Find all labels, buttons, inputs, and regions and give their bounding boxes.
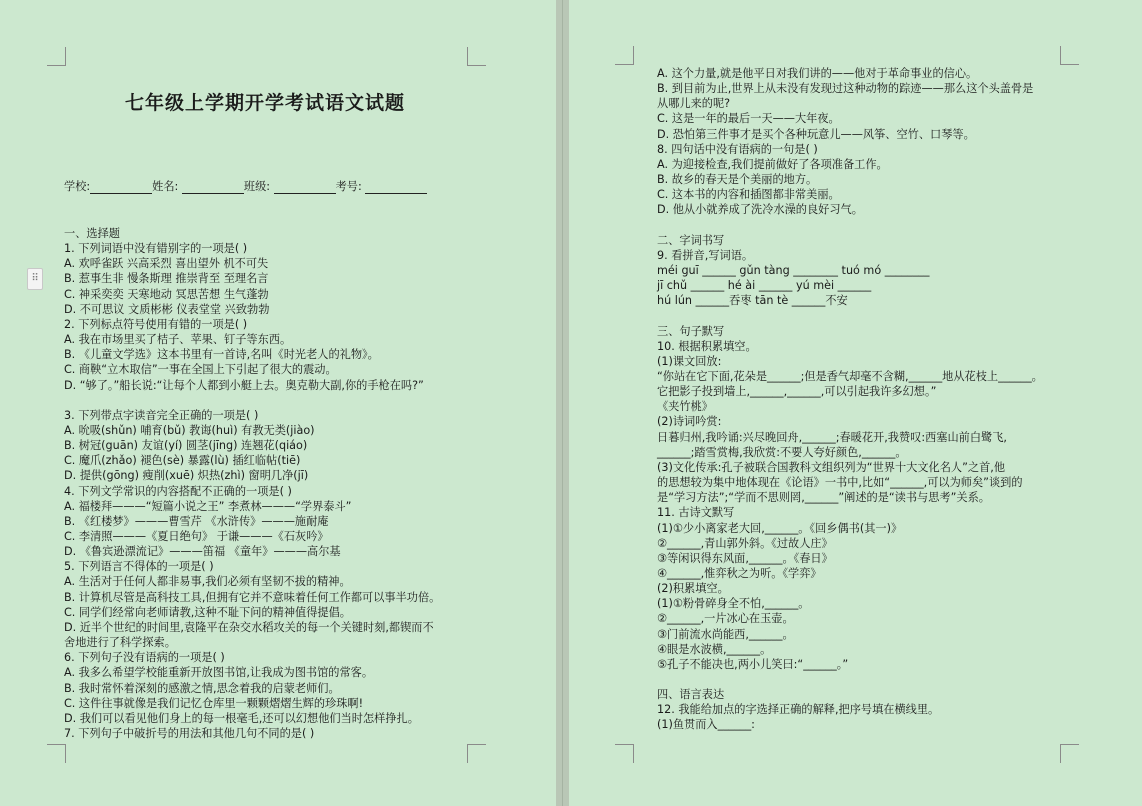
text-line: 11. 古诗文默写 (657, 506, 735, 520)
text-line: A. 吮吸(shǔn) 哺育(bǔ) 教诲(huì) 有教无类(jiào) (64, 423, 315, 437)
text-line: D. “够了。”船长说:“让每个人都到小艇上去。奥克勒大副,你的手枪在吗?” (64, 378, 424, 392)
text-line: B. 计算机尽管是高科技工具,但拥有它并不意味着任何工作都可以事半功倍。 (64, 590, 441, 604)
text-line: C. 李清照———《夏日绝句》 于谦———《石灰吟》 (64, 530, 329, 543)
page-corner-mark (47, 47, 66, 66)
text-line: D. 《鲁宾逊漂流记》———笛福 《童年》———高尔基 (64, 545, 341, 559)
name-field[interactable] (182, 181, 244, 194)
text-line: D. 恐怕第三件事才是买个各种玩意儿——风筝、空竹、口琴等。 (657, 127, 975, 141)
text-line: 7. 下列句子中破折号的用法和其他几句不同的是( ) (64, 726, 315, 740)
text-line: D. 近半个世纪的时间里,袁隆平在杂交水稻攻关的每一个关键时刻,都锲而不 (64, 620, 434, 634)
text-line: (1)①粉骨碎身全不怕,______。 (657, 597, 810, 611)
text-line: A. 这个力量,就是他平日对我们讲的——他对于革命事业的信心。 (657, 67, 978, 80)
text-line: ②______,青山郭外斜。《过故人庄》 (657, 536, 833, 550)
text-line: ④______,惟弈秋之为听。《学弈》 (657, 566, 822, 580)
text-line: B. 《红楼梦》———曹雪芹 《水浒传》———施耐庵 (64, 514, 329, 528)
text-line: 《夹竹桃》 (657, 400, 713, 414)
text-line: 是“学习方法”;“学而不思则罔,______”阐述的是“读书与思考”关系。 (657, 491, 990, 505)
class-label: 班级: (243, 180, 271, 193)
text-line: A. 为迎接检查,我们提前做好了各项准备工作。 (657, 157, 888, 171)
text-line: A. 欢呼雀跃 兴高采烈 喜出望外 机不可失 (64, 257, 269, 271)
text-line: 四、语言表达 (657, 688, 725, 702)
page-corner-mark (467, 47, 486, 66)
text-line: B. 到目前为止,世界上从未没有发现过这种动物的踪迹——那么这个头盖骨是 (657, 82, 1034, 96)
text-line: B. 惹事生非 慢条斯理 推崇背至 至理名言 (64, 272, 269, 286)
text-line: 5. 下列语言不得体的一项是( ) (64, 560, 214, 574)
text-line: B. 树冠(guān) 友谊(yí) 圆茎(jīng) 连翘花(qiáo) (64, 439, 308, 453)
text-line: ⑤孔子不能决也,两小儿笑曰:“______。” (657, 657, 849, 671)
text-line: C. 这本书的内容和插图都非常美丽。 (657, 188, 840, 202)
text-line: jī chǔ ______ hé ài ______ yú mèi ______ (657, 279, 872, 293)
text-line: 9. 看拼音,写词语。 (657, 248, 754, 262)
document-page-right (569, 0, 1142, 806)
text-line: D. 他从小就养成了洗冷水澡的良好习气。 (657, 203, 863, 217)
text-line: D. 提供(gōng) 瘦削(xuē) 炽热(zhì) 窗明几净(jī) (64, 469, 309, 483)
text-line: 一、选择题 (64, 227, 120, 240)
class-field[interactable] (274, 181, 336, 194)
text-line: A. 生活对于任何人都非易事,我们必须有坚韧不拔的精神。 (64, 575, 351, 589)
text-line: 三、句子默写 (657, 324, 725, 338)
page-corner-mark (1060, 744, 1079, 763)
text-line: B. 故乡的春天是个美丽的地方。 (657, 173, 818, 187)
text-line: 12. 我能给加点的字选择正确的解释,把序号填在横线里。 (657, 703, 940, 717)
text-line: 它把影子投到墙上,______,______,可以引起我许多幻想。” (657, 385, 937, 399)
number-field[interactable] (365, 181, 427, 194)
text-line: (2)诗词吟赏: (657, 415, 722, 429)
text-line: B. 《儿童文学选》这本书里有一首诗,名叫《时光老人的礼物》。 (64, 348, 379, 362)
text-line: C. 商鞅“立木取信”一事在全国上下引起了很大的震动。 (64, 363, 337, 377)
text-line: 3. 下列带点字读音完全正确的一项是( ) (64, 408, 259, 422)
text-line: 10. 根据积累填空。 (657, 339, 757, 353)
text-line: ③门前流水尚能西,______。 (657, 627, 794, 641)
name-label: 姓名: (152, 180, 179, 193)
text-line: ③等闲识得东风面,______。《春日》 (657, 551, 833, 565)
text-line: 4. 下列文学常识的内容搭配不正确的一项是( ) (64, 484, 292, 498)
text-line: “你站在它下面,花朵是______;但是香气却毫不含糊,______地从花枝上______。 (657, 370, 1043, 383)
text-line: 舍地进行了科学探索。 (64, 636, 176, 650)
text-line: 6. 下列句子没有语病的一项是( ) (64, 651, 225, 665)
text-line: (1)①少小离家老大回,______。《回乡偶书(其一)》 (657, 521, 903, 535)
text-line: C. 同学们经常向老师请教,这种不耻下问的精神值得提倡。 (64, 605, 351, 619)
page-corner-mark (615, 46, 634, 65)
text-line: (2)积累填空。 (657, 582, 729, 596)
text-line: méi guī ______ gǔn tàng ________ tuó mó ________ (657, 263, 930, 277)
text-line: 2. 下列标点符号使用有错的一项是( ) (64, 317, 248, 331)
drag-handle-icon[interactable]: ⠿ (27, 268, 43, 290)
text-line: 8. 四句话中没有语病的一句是( ) (657, 142, 818, 156)
page-corner-mark (467, 744, 486, 763)
school-label: 学校: (64, 180, 91, 193)
text-line: C. 魔爪(zhǎo) 褪色(sè) 暴露(lù) 插红临帖(tiē) (64, 454, 301, 468)
text-line: 1. 下列词语中没有错别字的一项是( ) (64, 242, 248, 256)
school-field[interactable] (90, 181, 152, 194)
page-corner-mark (1060, 46, 1079, 65)
text-line: A. 福楼拜———“短篇小说之王” 李煮林———“学界泰斗” (64, 499, 352, 513)
text-line: (3)文化传承:孔子被联合国教科文组织列为“世界十大文化名人”之首,他 (657, 460, 1006, 474)
document-page-left (0, 0, 556, 806)
text-line: 从哪儿来的呢? (657, 97, 731, 111)
text-line: ②______,一片冰心在玉壶。 (657, 612, 794, 626)
text-line: 二、字词书写 (657, 233, 725, 247)
text-line: (1)课文回放: (657, 354, 722, 368)
text-line: C. 神采奕奕 天寒地动 冥思苦想 生气蓬勃 (64, 287, 269, 301)
page-title: 七年级上学期开学考试语文试题 (124, 92, 405, 114)
text-line: A. 我在市场里买了桔子、苹果、钉子等东西。 (64, 333, 292, 347)
text-line: D. 我们可以看见他们身上的每一根毫毛,还可以幻想他们当时怎样挣扎。 (64, 711, 419, 725)
page-corner-mark (47, 744, 66, 763)
text-line: B. 我时常怀着深刻的感激之情,思念着我的启蒙老师们。 (64, 681, 340, 695)
text-line: D. 不可思议 文质彬彬 仪表堂堂 兴致勃勃 (64, 302, 270, 316)
text-line: (1)鱼贯而入______: (657, 718, 755, 732)
page-gap (556, 0, 569, 806)
text-line: 的思想较为集中地体现在《论语》一书中,比如“______,可以为师矣”谈到的 (657, 476, 1023, 490)
text-line: ④眼是水波横,______。 (657, 642, 772, 656)
text-line: ______;踏雪赏梅,我欣赏:不要人夸好颜色,______。 (657, 445, 907, 459)
text-line: C. 这是一年的最后一天——大年夜。 (657, 112, 840, 126)
text-line: hú lún ______吞枣 tān tè ______不安 (657, 294, 848, 308)
text-line: A. 我多么希望学校能重新开放图书馆,让我成为图书馆的常客。 (64, 666, 374, 680)
number-label: 考号: (335, 180, 362, 193)
text-line: C. 这件往事就像是我们记忆仓库里一颗颗熠熠生辉的珍珠啊! (64, 696, 364, 710)
student-info-row (64, 179, 427, 194)
page-corner-mark (615, 744, 634, 763)
text-line: 日暮归州,我吟诵:兴尽晚回舟,______;春暖花开,我赞叹:西塞山前白鹭飞, (657, 430, 1007, 444)
